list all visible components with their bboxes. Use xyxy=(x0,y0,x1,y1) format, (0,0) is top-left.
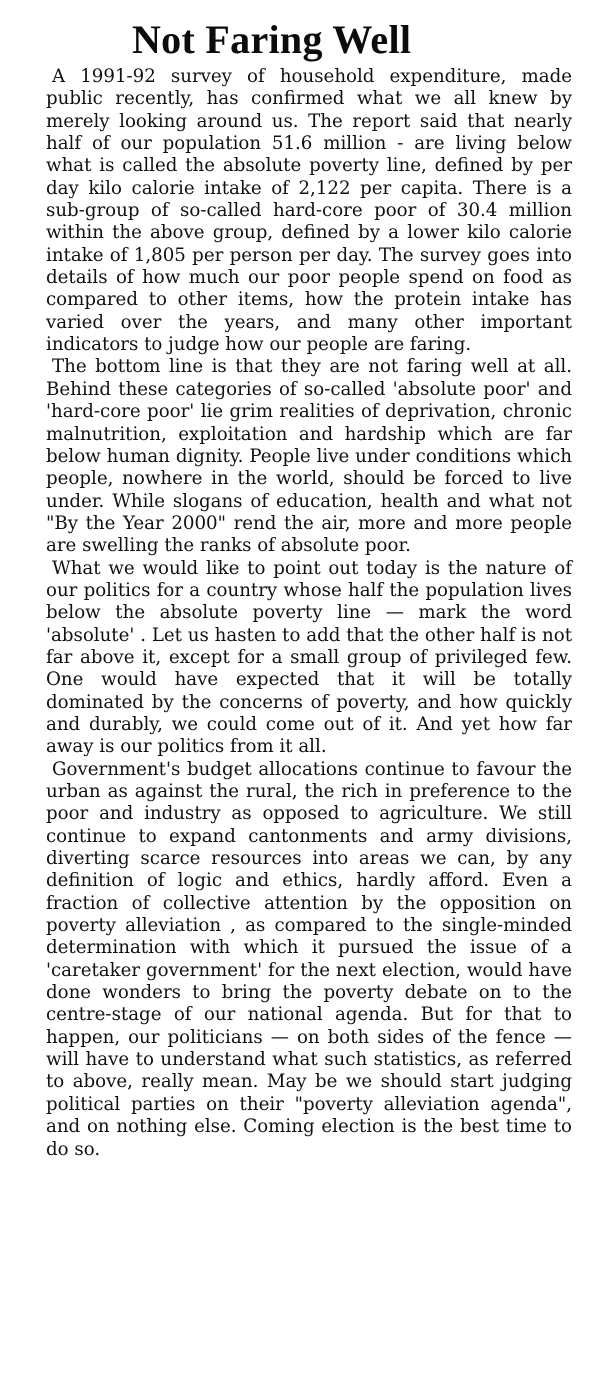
article-paragraph-4: Government's budget allocations continue to favour the urban as against the rural, the rich in preference to the poor and industry as opposed to agriculture. We still continue to expand cantonments and army divisions, diverting scarce resources into areas we can, by any definition of logic and ethics, hardly afford. Even a fraction of collective attention by the opposition on poverty alleviation , as compared to the single-minded determination with which it pursued the issue of a 'caretaker government' for the next election, would have done wonders to bring the poverty debate on to the centre-stage of our national agenda. But for that to happen, our politicians — on both sides of the fence — will have to understand what such statistics, as referred to above, really mean. May be we should start judging political parties on their "poverty alleviation agenda", and on nothing else. Coming election is the best time to do so. xyxy=(46,758,572,1160)
article-paragraph-2: The bottom line is that they are not faring well at all. Behind these categories of so-called 'absolute poor' and 'hard-core poor' lie grim realities of deprivation, chronic malnutrition, exploitation and hardship which are far below human dignity. People live under conditions which people, nowhere in the world, should be forced to live under. While slogans of education, health and what not "By the Year 2000" rend the air, more and more people are swelling the ranks of absolute poor. xyxy=(46,356,572,557)
clipped-previous-article-edge xyxy=(40,0,560,8)
newspaper-clipping xyxy=(46,18,572,1161)
article-paragraph-3: What we would like to point out today is the nature of our politics for a country whose half the population lives below the absolute poverty line — mark the word 'absolute' . Let us hasten to add that the other half is not far above it, except for a small group of privileged few. One would have expected that it will be totally dominated by the concerns of poverty, and how quickly and durably, we could come out of it. And yet how far away is our politics from it all. xyxy=(46,557,572,758)
article-headline: Not Faring Well xyxy=(132,17,412,62)
article-body xyxy=(46,66,572,1161)
article-paragraph-1: A 1991-92 survey of household expenditure, made public recently, has confirmed what we all knew by merely looking around us. The report said that nearly half of our population 51.6 million - are living below what is called the absolute poverty line, defined by per day kilo calorie intake of 2,122 per capita. There is a sub-group of so-called hard-core poor of 30.4 million within the above group, defined by a lower kilo calorie intake of 1,805 per person per day. The survey goes into details of how much our poor people spend on food as compared to other items, how the protein intake has varied over the years, and many other important indicators to judge how our people are faring. xyxy=(46,66,572,356)
